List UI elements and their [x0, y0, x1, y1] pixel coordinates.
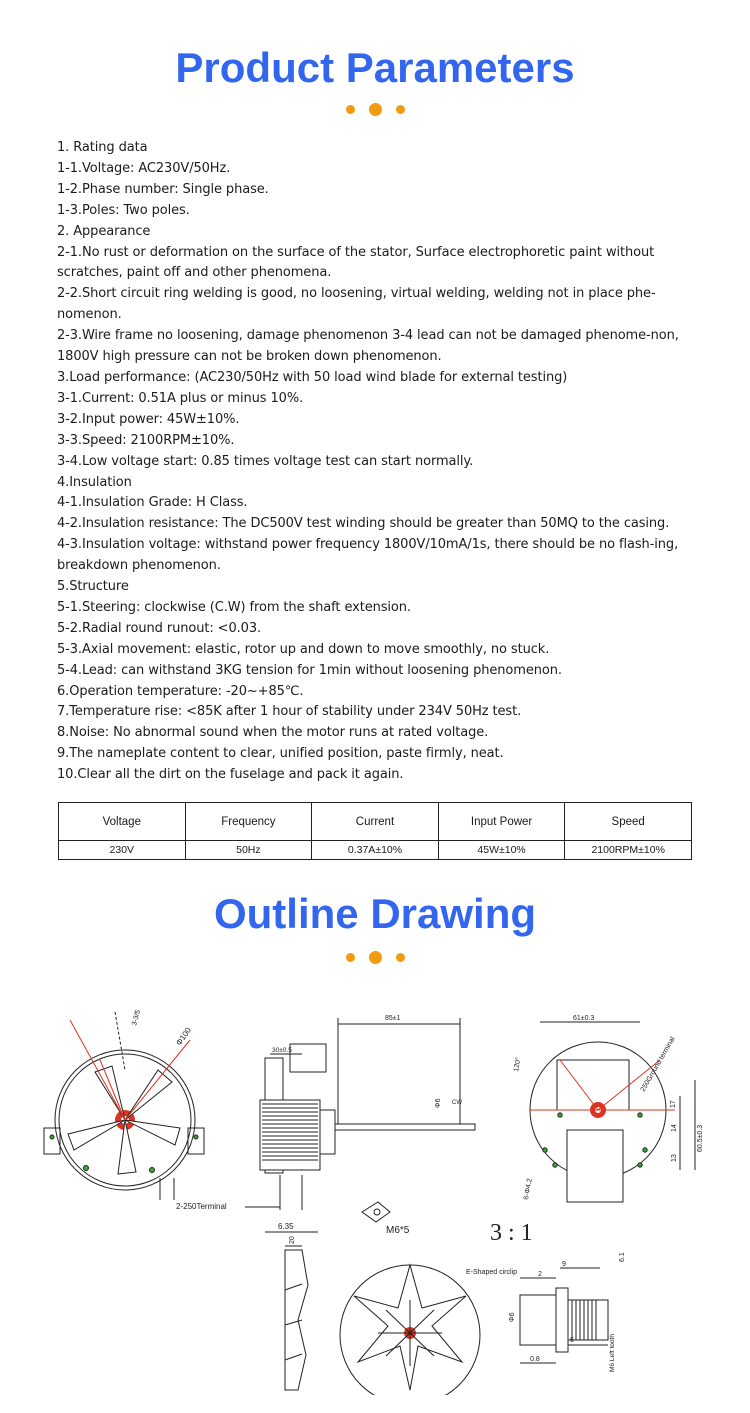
dim-label: M6*5	[386, 1225, 410, 1236]
dim-label: 61±0.3	[573, 1015, 595, 1022]
param-line: 5-2.Radial round runout: <0.03.	[57, 620, 262, 636]
parameter-list	[57, 138, 693, 786]
scale-label: 3 : 1	[490, 1220, 533, 1246]
param-line: 2. Appearance	[57, 223, 151, 239]
dim-label: E-Shaped circlip	[466, 1269, 517, 1276]
dim-label: 6-Φ4.2	[523, 1177, 534, 1201]
dim-label: Φ6	[435, 1098, 442, 1108]
param-line: 1-3.Poles: Two poles.	[57, 202, 190, 218]
param-line: 4-1.Insulation Grade: H Class.	[57, 495, 248, 511]
param-line: 3.Load performance: (AC230/50Hz with 50 load wind blade for external testing)	[57, 369, 568, 385]
spec-header-cell: Input Power	[438, 803, 565, 841]
dim-label: 6	[570, 1337, 574, 1344]
shaft-detail-drawing	[466, 1252, 626, 1372]
spec-value-cell: 50Hz	[185, 841, 312, 860]
dot	[369, 103, 382, 116]
param-line: 2-2.Short circuit ring welding is good, no loosening, virtual welding, welding not in place phe-nomenon.	[57, 286, 656, 323]
param-line: 5-1.Steering: clockwise (C.W) from the shaft extension.	[57, 599, 411, 615]
dim-label: 0.8	[530, 1356, 540, 1363]
dim-label: 13	[671, 1154, 678, 1162]
param-line: 3-1.Current: 0.51A plus or minus 10%.	[57, 390, 304, 406]
section-title-product-parameters: Product Parameters	[175, 44, 575, 91]
spec-value-cell: 45W±10%	[438, 841, 565, 860]
title-divider-dots	[0, 103, 750, 116]
param-line: 1-1.Voltage: AC230V/50Hz.	[57, 160, 231, 176]
dim-label: 9	[562, 1261, 566, 1268]
param-line: 5-4.Lead: can withstand 3KG tension for 1min without loosening phenomenon.	[57, 662, 562, 678]
dot	[346, 105, 355, 114]
param-line: 5.Structure	[57, 579, 129, 595]
param-line: 1. Rating data	[57, 140, 148, 155]
spec-header-cell: Current	[312, 803, 439, 841]
spec-value-cell: 2100RPM±10%	[565, 841, 692, 860]
section-title-outline-drawing: Outline Drawing	[213, 890, 536, 937]
spec-table	[58, 802, 692, 860]
dot	[396, 105, 405, 114]
dim-label: 60.5±0.3	[697, 1124, 704, 1152]
dim-label: Φ100	[174, 1025, 193, 1048]
dim-label: 2	[538, 1271, 542, 1278]
dim-label: 250Ground terminal	[639, 1035, 677, 1093]
spec-value-cell: 0.37A±10%	[312, 841, 439, 860]
dim-label: 2-250Terminal	[176, 1202, 227, 1211]
spec-header-cell: Speed	[565, 803, 692, 841]
fan-wheel-drawing	[340, 1265, 480, 1395]
dim-label: 120°	[513, 1056, 523, 1073]
param-line: 4.Insulation	[57, 474, 132, 490]
param-line: 4-3.Insulation voltage: withstand power frequency 1800V/10mA/1s, there should be no flash-ing, breakdown phenomenon.	[57, 537, 679, 574]
param-line: 4-2.Insulation resistance: The DC500V test winding should be greater than 50MQ to the casing.	[57, 516, 670, 532]
rear-view-drawing	[512, 1015, 704, 1202]
param-line: 6.Operation temperature: -20~+85℃.	[57, 683, 304, 699]
dim-label: 17	[670, 1100, 677, 1108]
spec-header-cell: Voltage	[59, 803, 186, 841]
param-line: 1-2.Phase number: Single phase.	[57, 181, 269, 197]
param-line: 10.Clear all the dirt on the fuselage and pack it again.	[57, 767, 404, 783]
outline-drawing	[40, 1000, 710, 1395]
dim-label: M6 Left tooth	[609, 1334, 616, 1372]
side-view-drawing	[176, 1015, 533, 1246]
dim-label: 3-3/5	[131, 1009, 143, 1027]
blade-profile-drawing	[285, 1236, 308, 1390]
param-line: 3-2.Input power: 45W±10%.	[57, 411, 240, 427]
param-line: 2-1.No rust or deformation on the surface of the stator, Surface electrophoretic paint without scratches, paint off and other phenomena.	[57, 244, 655, 281]
param-line: 5-3.Axial movement: elastic, rotor up and down to move smoothly, no stuck.	[57, 641, 550, 657]
param-line: 7.Temperature rise: <85K after 1 hour of stability under 234V 50Hz test.	[57, 704, 522, 720]
dot	[346, 953, 355, 962]
param-line: 8.Noise: No abnormal sound when the motor runs at rated voltage.	[57, 725, 489, 741]
dim-label: 20	[289, 1236, 296, 1244]
spec-value-row	[59, 841, 692, 860]
dim-label: CW	[452, 1100, 462, 1106]
dot	[396, 953, 405, 962]
dim-label: 14	[671, 1124, 678, 1132]
front-view-drawing	[44, 1009, 204, 1200]
spec-header-row	[59, 803, 692, 841]
title-divider-dots	[0, 951, 750, 964]
spec-header-cell: Frequency	[185, 803, 312, 841]
param-line: 9.The nameplate content to clear, unified position, paste firmly, neat.	[57, 746, 504, 762]
dim-label: 6.1	[619, 1252, 626, 1262]
dim-label: 30±0.5	[272, 1047, 292, 1054]
param-line: 3-3.Speed: 2100RPM±10%.	[57, 432, 235, 448]
dim-label: 85±1	[385, 1015, 401, 1022]
param-line: 3-4.Low voltage start: 0.85 times voltage test can start normally.	[57, 453, 474, 469]
dim-label: Φ6	[509, 1312, 516, 1322]
spec-value-cell: 230V	[59, 841, 186, 860]
param-line: 2-3.Wire frame no loosening, damage phenomenon 3-4 lead can not be damaged phenome-non, 1800V high pressure can not be broken down phenomenon.	[57, 328, 679, 365]
dim-label: 6.35	[278, 1222, 294, 1231]
dot	[369, 951, 382, 964]
